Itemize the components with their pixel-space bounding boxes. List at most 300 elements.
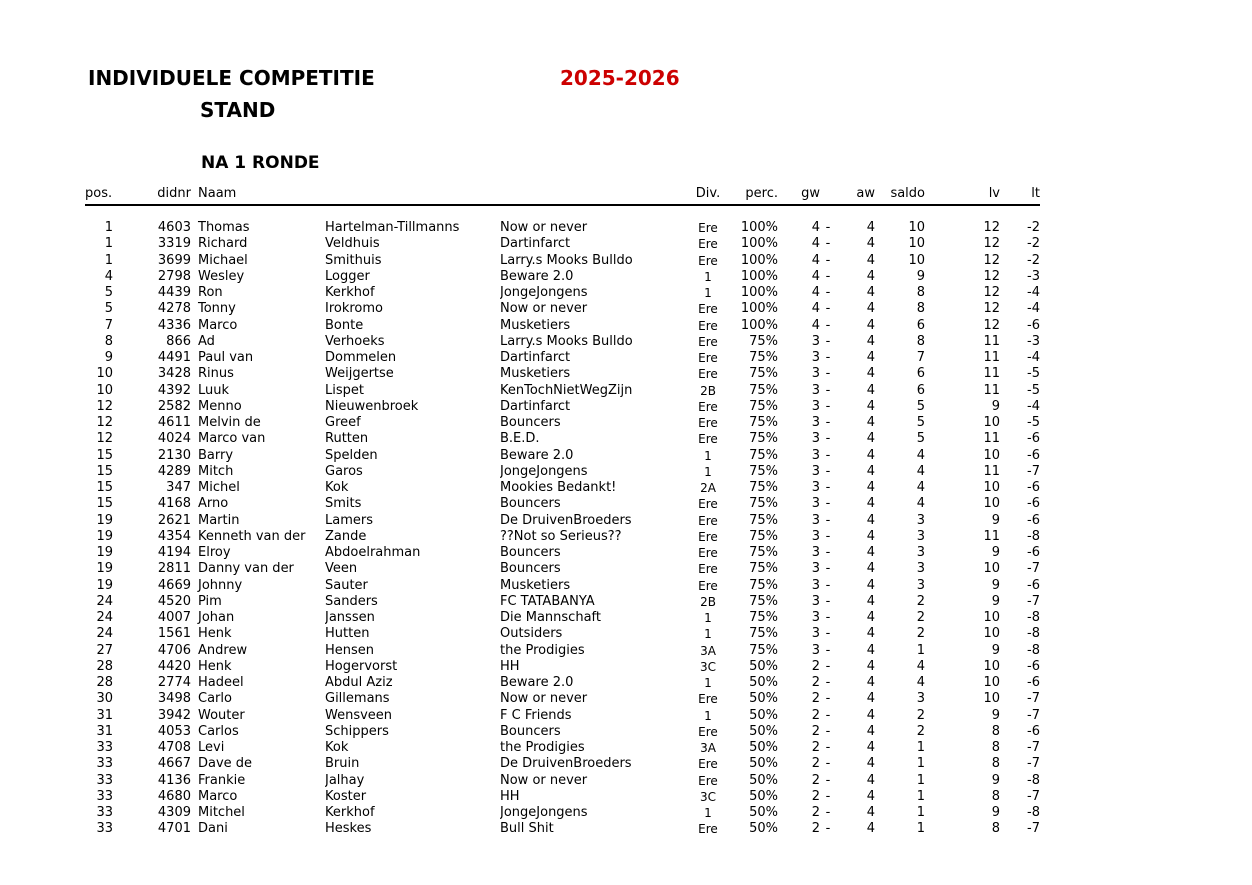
cell-didnr: 4289 — [157, 463, 191, 479]
cell-perc: 50% — [749, 740, 778, 755]
cell-gw: 3 — [811, 398, 820, 414]
cell-dash: - — [825, 658, 831, 674]
cell-aw: 4 — [866, 691, 875, 707]
cell-last: Abdoelrahman — [325, 545, 421, 560]
table-row — [85, 805, 1040, 821]
table-row — [85, 626, 1040, 642]
cell-team: Dartinfarct — [500, 398, 571, 414]
cell-aw: 4 — [866, 268, 875, 284]
cell-didnr: 4136 — [157, 772, 191, 788]
cell-saldo: 4 — [916, 447, 925, 463]
cell-lv: 10 — [983, 691, 1000, 707]
cell-aw: 4 — [866, 333, 875, 349]
table-row — [85, 545, 1040, 561]
cell-didnr: 4053 — [157, 723, 191, 739]
cell-gw: 3 — [811, 610, 820, 625]
header-pos: pos. — [85, 186, 113, 201]
cell-first: Marco van — [198, 431, 266, 447]
table-row — [85, 318, 1040, 334]
cell-pos: 27 — [96, 642, 113, 658]
cell-gw: 3 — [811, 593, 820, 609]
cell-last: Schippers — [325, 723, 389, 739]
cell-perc: 75% — [749, 480, 778, 495]
cell-perc: 75% — [749, 512, 778, 528]
cell-lv: 12 — [983, 220, 1000, 235]
cell-team: Bouncers — [500, 545, 561, 560]
cell-dash: - — [825, 512, 831, 528]
cell-lv: 10 — [983, 658, 1000, 674]
cell-team: Musketiers — [500, 577, 571, 593]
cell-dash: - — [825, 723, 831, 739]
cell-team: Beware 2.0 — [500, 447, 574, 463]
cell-first: Carlos — [198, 723, 239, 739]
cell-saldo: 4 — [916, 463, 925, 479]
cell-didnr: 4669 — [157, 577, 191, 593]
cell-saldo: 1 — [916, 805, 925, 820]
cell-perc: 75% — [749, 610, 778, 625]
cell-dash: - — [825, 366, 831, 382]
cell-gw: 2 — [811, 756, 820, 772]
cell-first: Mitch — [198, 463, 234, 479]
cell-gw: 4 — [811, 220, 820, 235]
cell-didnr: 2621 — [157, 512, 191, 528]
cell-div: 2B — [700, 594, 716, 609]
cell-aw: 4 — [866, 382, 875, 398]
cell-last: Bonte — [325, 317, 364, 333]
cell-perc: 100% — [740, 220, 778, 235]
cell-aw: 4 — [866, 480, 875, 495]
cell-didnr: 4491 — [157, 350, 191, 365]
table-row — [85, 480, 1040, 496]
table-row — [85, 366, 1040, 382]
cell-gw: 3 — [811, 415, 820, 430]
cell-lv: 8 — [991, 723, 1000, 739]
cell-team: Dartinfarct — [500, 236, 571, 252]
cell-saldo: 1 — [916, 772, 925, 788]
cell-saldo: 1 — [916, 642, 925, 658]
header-gw: gw — [801, 186, 820, 201]
table-row — [85, 691, 1040, 707]
cell-last: Veldhuis — [325, 236, 380, 252]
cell-div: Ere — [698, 253, 718, 268]
cell-gw: 2 — [811, 723, 820, 739]
cell-lv: 10 — [983, 626, 1000, 642]
cell-first: Dave de — [198, 756, 253, 772]
cell-aw: 4 — [866, 577, 875, 593]
table-row — [85, 789, 1040, 805]
cell-aw: 4 — [866, 398, 875, 414]
cell-last: Kok — [325, 740, 349, 755]
cell-gw: 2 — [811, 707, 820, 723]
cell-team: B.E.D. — [500, 431, 540, 447]
cell-perc: 75% — [749, 561, 778, 577]
cell-last: Sanders — [325, 593, 378, 609]
standings-table — [85, 186, 1040, 838]
table-row — [85, 220, 1040, 236]
cell-lt: -7 — [1027, 561, 1040, 577]
cell-aw: 4 — [866, 642, 875, 658]
cell-perc: 50% — [749, 821, 778, 837]
cell-didnr: 3498 — [157, 691, 191, 707]
cell-lt: -5 — [1027, 415, 1040, 430]
cell-div: 3A — [700, 643, 716, 658]
cell-aw: 4 — [866, 707, 875, 723]
cell-saldo: 5 — [916, 398, 925, 414]
cell-saldo: 8 — [916, 301, 925, 317]
cell-perc: 75% — [749, 593, 778, 609]
table-row — [85, 708, 1040, 724]
cell-saldo: 4 — [916, 480, 925, 495]
cell-gw: 3 — [811, 366, 820, 382]
cell-team: Musketiers — [500, 317, 571, 333]
cell-lt: -8 — [1027, 642, 1040, 658]
cell-didnr: 1561 — [157, 626, 191, 642]
cell-lv: 9 — [991, 772, 1000, 788]
cell-dash: - — [825, 382, 831, 398]
cell-gw: 3 — [811, 350, 820, 365]
cell-perc: 100% — [740, 236, 778, 252]
cell-didnr: 4309 — [157, 805, 191, 820]
cell-team: ??Not so Serieus?? — [500, 528, 622, 544]
cell-team: Beware 2.0 — [500, 268, 574, 284]
cell-saldo: 3 — [916, 512, 925, 528]
cell-perc: 75% — [749, 350, 778, 365]
cell-div: Ere — [698, 221, 718, 235]
cell-last: Janssen — [325, 610, 375, 625]
cell-team: JongeJongens — [500, 463, 588, 479]
cell-last: Hogervorst — [325, 658, 398, 674]
cell-lt: -6 — [1027, 675, 1040, 690]
table-row — [85, 236, 1040, 252]
cell-pos: 24 — [96, 610, 113, 625]
cell-dash: - — [825, 398, 831, 414]
cell-didnr: 4667 — [157, 756, 191, 772]
cell-last: Garos — [325, 463, 363, 479]
cell-first: Hadeel — [198, 675, 244, 690]
cell-pos: 15 — [96, 463, 113, 479]
cell-div: Ere — [698, 513, 718, 528]
cell-gw: 3 — [811, 447, 820, 463]
cell-div: Ere — [698, 822, 718, 837]
cell-last: Logger — [325, 268, 370, 284]
cell-dash: - — [825, 350, 831, 365]
cell-last: Veen — [325, 561, 358, 577]
cell-perc: 50% — [749, 675, 778, 690]
cell-lt: -8 — [1027, 626, 1040, 642]
cell-lt: -6 — [1027, 431, 1040, 447]
cell-last: Hartelman-Tillmanns — [325, 220, 460, 235]
cell-saldo: 2 — [916, 707, 925, 723]
cell-dash: - — [825, 805, 831, 820]
cell-last: Sauter — [325, 577, 368, 593]
cell-pos: 12 — [96, 431, 113, 447]
cell-aw: 4 — [866, 788, 875, 804]
cell-lt: -4 — [1027, 398, 1040, 414]
cell-lt: -6 — [1027, 447, 1040, 463]
cell-didnr: 4007 — [157, 610, 191, 625]
cell-pos: 1 — [104, 252, 113, 268]
cell-aw: 4 — [866, 496, 875, 512]
table-row — [85, 513, 1040, 529]
cell-first: Barry — [198, 447, 234, 463]
cell-perc: 50% — [749, 691, 778, 707]
table-row — [85, 675, 1040, 691]
cell-pos: 33 — [96, 821, 113, 837]
cell-gw: 3 — [811, 561, 820, 577]
cell-saldo: 3 — [916, 561, 925, 577]
cell-saldo: 7 — [916, 350, 925, 365]
table-row — [85, 529, 1040, 545]
cell-didnr: 2811 — [157, 561, 191, 577]
table-row — [85, 285, 1040, 301]
cell-team: JongeJongens — [500, 285, 588, 300]
cell-div: Ere — [698, 724, 718, 739]
cell-div: 1 — [704, 464, 712, 479]
cell-pos: 15 — [96, 447, 113, 463]
cell-gw: 2 — [811, 691, 820, 707]
cell-dash: - — [825, 740, 831, 755]
cell-first: Tonny — [198, 301, 236, 317]
cell-saldo: 5 — [916, 431, 925, 447]
header-perc: perc. — [745, 186, 778, 201]
cell-didnr: 4194 — [157, 545, 191, 560]
table-row — [85, 643, 1040, 659]
cell-lt: -6 — [1027, 480, 1040, 495]
cell-last: Weijgertse — [325, 366, 394, 382]
cell-first: Marco — [198, 788, 238, 804]
cell-div: 1 — [704, 611, 712, 625]
cell-saldo: 4 — [916, 658, 925, 674]
cell-team: Beware 2.0 — [500, 675, 574, 690]
cell-last: Rutten — [325, 431, 369, 447]
header-didnr: didnr — [157, 186, 191, 201]
cell-pos: 28 — [96, 658, 113, 674]
cell-perc: 100% — [740, 268, 778, 284]
cell-lv: 12 — [983, 236, 1000, 252]
cell-dash: - — [825, 610, 831, 625]
table-header-row — [85, 186, 1040, 206]
cell-team: Now or never — [500, 301, 588, 317]
cell-pos: 19 — [96, 512, 113, 528]
table-row — [85, 659, 1040, 675]
cell-gw: 2 — [811, 772, 820, 788]
cell-last: Koster — [325, 788, 367, 804]
cell-gw: 3 — [811, 463, 820, 479]
cell-last: Bruin — [325, 756, 360, 772]
cell-saldo: 1 — [916, 788, 925, 804]
cell-didnr: 4439 — [157, 285, 191, 300]
cell-first: Elroy — [198, 545, 231, 560]
cell-lv: 11 — [983, 463, 1000, 479]
cell-perc: 100% — [740, 301, 778, 317]
cell-lt: -3 — [1027, 333, 1040, 349]
cell-div: 2A — [700, 481, 716, 495]
cell-pos: 10 — [96, 366, 113, 382]
cell-team: FC TATABANYA — [500, 593, 595, 609]
cell-gw: 3 — [811, 528, 820, 544]
cell-team: Larry.s Mooks Bulldo — [500, 252, 633, 268]
cell-team: KenTochNietWegZijn — [500, 382, 633, 398]
table-row — [85, 561, 1040, 577]
header-lastname-spacer — [325, 186, 500, 202]
cell-div: Ere — [698, 432, 718, 447]
cell-didnr: 4168 — [157, 496, 191, 512]
cell-didnr: 4603 — [157, 220, 191, 235]
cell-gw: 4 — [811, 301, 820, 317]
cell-aw: 4 — [866, 626, 875, 642]
cell-div: Ere — [698, 237, 718, 252]
cell-perc: 75% — [749, 333, 778, 349]
cell-saldo: 3 — [916, 691, 925, 707]
cell-first: Johan — [198, 610, 235, 625]
cell-saldo: 4 — [916, 496, 925, 512]
table-row — [85, 740, 1040, 756]
cell-dash: - — [825, 463, 831, 479]
cell-aw: 4 — [866, 772, 875, 788]
cell-perc: 75% — [749, 642, 778, 658]
cell-first: Henk — [198, 626, 232, 642]
cell-first: Ron — [198, 285, 223, 300]
cell-pos: 33 — [96, 740, 113, 755]
cell-div: Ere — [698, 318, 718, 333]
cell-first: Martin — [198, 512, 240, 528]
table-row — [85, 301, 1040, 317]
cell-gw: 2 — [811, 658, 820, 674]
cell-first: Ad — [198, 333, 215, 349]
cell-team: Now or never — [500, 220, 588, 235]
cell-lt: -6 — [1027, 317, 1040, 333]
cell-div: 1 — [704, 286, 712, 300]
cell-team: Die Mannschaft — [500, 610, 601, 625]
cell-first: Danny van der — [198, 561, 294, 577]
cell-aw: 4 — [866, 805, 875, 820]
cell-gw: 3 — [811, 480, 820, 495]
cell-lt: -8 — [1027, 610, 1040, 625]
cell-gw: 3 — [811, 626, 820, 642]
cell-saldo: 1 — [916, 756, 925, 772]
cell-last: Irokromo — [325, 301, 384, 317]
cell-div: 1 — [704, 806, 712, 820]
cell-lt: -6 — [1027, 512, 1040, 528]
cell-lv: 11 — [983, 333, 1000, 349]
cell-dash: - — [825, 301, 831, 317]
cell-last: Kok — [325, 480, 349, 495]
cell-lt: -5 — [1027, 382, 1040, 398]
cell-aw: 4 — [866, 610, 875, 625]
cell-didnr: 4520 — [157, 593, 191, 609]
cell-div: Ere — [698, 399, 718, 414]
cell-saldo: 1 — [916, 821, 925, 837]
cell-dash: - — [825, 252, 831, 268]
cell-first: Henk — [198, 658, 232, 674]
cell-lt: -6 — [1027, 658, 1040, 674]
cell-didnr: 3699 — [157, 252, 191, 268]
cell-div: Ere — [698, 562, 718, 577]
cell-aw: 4 — [866, 756, 875, 772]
cell-pos: 4 — [104, 268, 113, 284]
cell-didnr: 347 — [166, 480, 191, 495]
cell-last: Verhoeks — [325, 333, 385, 349]
cell-didnr: 4708 — [157, 740, 191, 755]
cell-aw: 4 — [866, 463, 875, 479]
cell-last: Nieuwenbroek — [325, 398, 419, 414]
cell-lv: 8 — [991, 740, 1000, 755]
cell-lt: -2 — [1027, 220, 1040, 235]
cell-lt: -7 — [1027, 707, 1040, 723]
cell-lv: 11 — [983, 431, 1000, 447]
cell-perc: 75% — [749, 577, 778, 593]
cell-lt: -2 — [1027, 252, 1040, 268]
cell-saldo: 2 — [916, 610, 925, 625]
cell-last: Greef — [325, 415, 361, 430]
cell-first: Michel — [198, 480, 240, 495]
cell-aw: 4 — [866, 723, 875, 739]
cell-pos: 12 — [96, 398, 113, 414]
cell-saldo: 4 — [916, 675, 925, 690]
cell-first: Thomas — [198, 220, 250, 235]
header-saldo: saldo — [890, 186, 925, 201]
cell-div: Ere — [698, 546, 718, 560]
cell-pos: 19 — [96, 561, 113, 577]
cell-aw: 4 — [866, 252, 875, 268]
cell-perc: 50% — [749, 756, 778, 772]
cell-saldo: 6 — [916, 366, 925, 382]
cell-last: Jalhay — [325, 772, 365, 788]
cell-div: Ere — [698, 529, 718, 544]
cell-didnr: 866 — [166, 333, 191, 349]
cell-team: HH — [500, 788, 520, 804]
cell-didnr: 3428 — [157, 366, 191, 382]
table-row — [85, 399, 1040, 415]
cell-aw: 4 — [866, 740, 875, 755]
cell-lv: 8 — [991, 788, 1000, 804]
cell-lv: 12 — [983, 268, 1000, 284]
cell-gw: 2 — [811, 821, 820, 837]
cell-gw: 4 — [811, 268, 820, 284]
header-dash-spacer — [820, 186, 836, 202]
header-naam: Naam — [198, 186, 237, 201]
cell-didnr: 3942 — [157, 707, 191, 723]
cell-lv: 10 — [983, 496, 1000, 512]
cell-last: Hutten — [325, 626, 370, 642]
cell-lv: 11 — [983, 350, 1000, 365]
cell-saldo: 6 — [916, 317, 925, 333]
table-row — [85, 773, 1040, 789]
header-lv: lv — [988, 186, 1000, 201]
table-row — [85, 464, 1040, 480]
cell-last: Smithuis — [325, 252, 382, 268]
cell-team: Bull Shit — [500, 821, 554, 837]
cell-gw: 3 — [811, 512, 820, 528]
cell-didnr: 3319 — [157, 236, 191, 252]
cell-pos: 5 — [104, 301, 113, 317]
cell-lv: 10 — [983, 480, 1000, 495]
cell-lt: -7 — [1027, 788, 1040, 804]
cell-first: Mitchel — [198, 805, 245, 820]
cell-last: Kerkhof — [325, 805, 375, 820]
cell-div: Ere — [698, 578, 718, 593]
cell-didnr: 4420 — [157, 658, 191, 674]
cell-gw: 4 — [811, 285, 820, 300]
cell-div: 1 — [704, 627, 712, 642]
cell-lv: 11 — [983, 366, 1000, 382]
cell-lv: 9 — [991, 512, 1000, 528]
cell-div: Ere — [698, 692, 718, 707]
header-lt: lt — [1031, 186, 1040, 201]
cell-dash: - — [825, 268, 831, 284]
cell-perc: 50% — [749, 707, 778, 723]
cell-aw: 4 — [866, 285, 875, 300]
